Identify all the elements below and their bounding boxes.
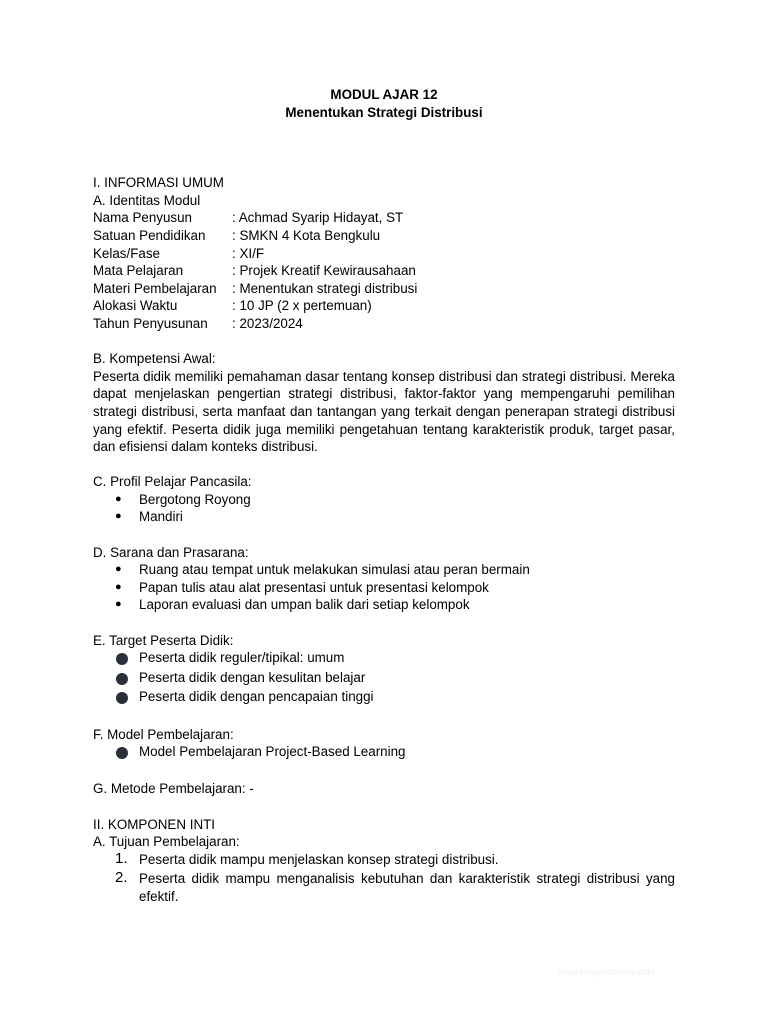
bullet-dot-icon xyxy=(116,673,128,685)
list-item-text: Laporan evaluasi dan umpan balik dari setiap kelompok xyxy=(139,597,470,613)
list-item-text: Peserta didik mampu menjelaskan konsep strategi distribusi. xyxy=(139,851,499,867)
bullet-icon: ● xyxy=(115,580,122,593)
list-item-text: Peserta didik dengan pencapaian tinggi xyxy=(139,689,374,705)
identity-row xyxy=(93,227,675,245)
kompetensi-awal-heading: B. Kompetensi Awal: xyxy=(93,351,216,367)
identity-row xyxy=(93,209,675,227)
document-title: MODUL AJAR 12 xyxy=(330,87,438,102)
sarana-heading: D. Sarana dan Prasarana: xyxy=(93,544,249,560)
identity-value: : XI/F xyxy=(232,245,264,261)
tujuan-pembelajaran-heading: A. Tujuan Pembelajaran: xyxy=(93,834,240,850)
identity-value: : 2023/2024 xyxy=(232,315,303,331)
list-item xyxy=(93,508,675,526)
list-item xyxy=(93,649,675,667)
bullet-dot-icon xyxy=(116,653,128,665)
document-subtitle: Menentukan Strategi Distribusi xyxy=(285,104,483,120)
list-item xyxy=(93,743,675,761)
tujuan-list xyxy=(93,851,675,906)
document-page xyxy=(93,86,675,908)
identity-label: Tahun Penyusunan xyxy=(93,315,208,331)
bullet-dot-icon xyxy=(116,692,128,704)
list-item-text: Ruang atau tempat untuk melakukan simulasi atau peran bermain xyxy=(139,562,530,578)
identity-label: Nama Penyusun xyxy=(93,210,192,226)
list-item xyxy=(93,851,675,869)
identity-row xyxy=(93,297,675,315)
bullet-dot-icon xyxy=(116,747,128,759)
target-list xyxy=(93,649,675,706)
identity-label: Alokasi Waktu xyxy=(93,298,178,314)
list-item xyxy=(93,596,675,614)
sarana-list xyxy=(93,561,675,614)
list-item xyxy=(93,561,675,579)
list-item xyxy=(93,669,675,687)
identity-row xyxy=(93,245,675,263)
identity-value: : 10 JP (2 x pertemuan) xyxy=(232,298,372,314)
bullet-icon: ● xyxy=(115,563,122,576)
watermark: www.shopanddeals.com xyxy=(558,967,656,977)
list-item-text: Peserta didik mampu menganalisis kebutuhan dan karakteristik strategi distribusi yang efektif. xyxy=(139,871,675,904)
identity-row xyxy=(93,262,675,280)
list-number: 1. xyxy=(115,849,128,867)
bullet-icon: ● xyxy=(115,598,122,611)
profil-pelajar-heading: C. Profil Pelajar Pancasila: xyxy=(93,474,252,490)
list-item xyxy=(93,688,675,706)
list-item-text: Peserta didik reguler/tipikal: umum xyxy=(139,650,345,666)
identity-row xyxy=(93,315,675,333)
bullet-icon: ● xyxy=(115,510,122,523)
identity-value: : Menentukan strategi distribusi xyxy=(232,280,418,296)
list-item-text: Papan tulis atau alat presentasi untuk presentasi kelompok xyxy=(139,579,489,595)
target-peserta-heading: E. Target Peserta Didik: xyxy=(93,632,234,648)
list-item-text: Mandiri xyxy=(139,509,183,525)
identity-value: : Achmad Syarip Hidayat, ST xyxy=(232,210,404,226)
identity-value: : SMKN 4 Kota Bengkulu xyxy=(232,227,381,243)
identity-table xyxy=(93,209,675,332)
list-number: 2. xyxy=(115,869,128,887)
identity-value: : Projek Kreatif Kewirausahaan xyxy=(232,263,416,279)
identity-label: Satuan Pendidikan xyxy=(93,227,206,243)
list-item-text: Model Pembelajaran Project-Based Learning xyxy=(139,744,406,760)
model-list xyxy=(93,743,675,761)
list-item-text: Bergotong Royong xyxy=(139,491,251,507)
list-item-text: Peserta didik dengan kesulitan belajar xyxy=(139,669,366,685)
identitas-modul-heading: A. Identitas Modul xyxy=(93,192,201,208)
list-item xyxy=(93,491,675,509)
identity-row xyxy=(93,280,675,298)
identity-label: Materi Pembelajaran xyxy=(93,280,217,296)
section-komponen-inti-heading: II. KOMPONEN INTI xyxy=(93,816,216,832)
bullet-icon: ● xyxy=(115,492,122,505)
list-item xyxy=(93,870,675,905)
model-pembelajaran-heading: F. Model Pembelajaran: xyxy=(93,726,234,742)
identity-label: Mata Pelajaran xyxy=(93,263,184,279)
list-item xyxy=(93,579,675,597)
section-informasi-umum-heading: I. INFORMASI UMUM xyxy=(93,175,224,191)
identity-label: Kelas/Fase xyxy=(93,245,160,261)
profil-list xyxy=(93,491,675,526)
kompetensi-awal-text: Peserta didik memiliki pemahaman dasar tentang konsep distribusi dan strategi distribusi. Mereka dapat menjelaskan pengertian strategi distribusi, faktor-faktor yang mempengaruhi pemilihan strategi distribusi, serta manfaat dan tantangan yang terkait dengan penerapan strategi distribusi yang efektif. Peserta didik juga memiliki pengetahuan tentang karakteristik produk, target pasar, dan efisiensi dalam konteks distribusi. xyxy=(93,368,675,455)
metode-pembelajaran-heading: G. Metode Pembelajaran: - xyxy=(93,781,254,797)
